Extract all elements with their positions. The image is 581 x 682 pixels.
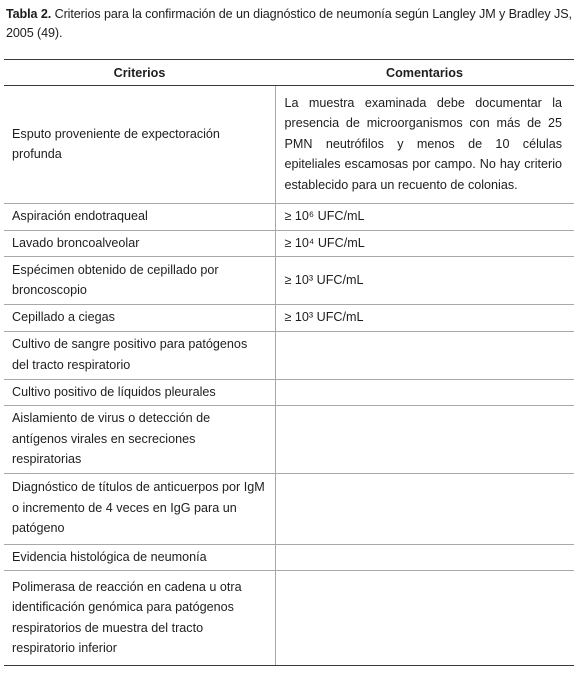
table-row: [4, 571, 574, 666]
criterio-cell: Cultivo de sangre positivo para patógenos del tracto respiratorio: [4, 331, 275, 379]
header-comentarios: Comentarios: [275, 60, 574, 86]
criterio-cell: Evidencia histológica de neumonía: [4, 544, 275, 571]
table-row: [4, 473, 574, 544]
criterio-cell: Cepillado a ciegas: [4, 305, 275, 332]
criterio-cell: Cultivo positivo de líquidos pleurales: [4, 379, 275, 406]
criterio-cell: Espécimen obtenido de cepillado por broncoscopio: [4, 257, 275, 305]
table-row: [4, 331, 574, 379]
criteria-table: [4, 59, 574, 666]
table-row: [4, 230, 574, 257]
comentario-cell: [275, 571, 574, 666]
criterio-cell: Lavado broncoalveolar: [4, 230, 275, 257]
comentario-cell: ≥ 10⁶ UFC/mL: [275, 204, 574, 231]
table-row: [4, 544, 574, 571]
table-row: [4, 257, 574, 305]
criterio-cell: Polimerasa de reacción en cadena u otra identificación genómica para patógenos respiratorios de muestra del tracto respiratorio inferior: [4, 571, 275, 666]
criterio-cell: Aislamiento de virus o detección de antígenos virales en secreciones respiratorias: [4, 406, 275, 474]
caption-text: Criterios para la confirmación de un diagnóstico de neumonía según Langley JM y Bradley JS, 2005 (49).: [6, 7, 572, 40]
comentario-cell: ≥ 10⁴ UFC/mL: [275, 230, 574, 257]
table-label: Tabla 2.: [6, 7, 52, 21]
table-row: [4, 86, 574, 204]
table-row: [4, 204, 574, 231]
table-row: [4, 379, 574, 406]
criterio-cell: Diagnóstico de títulos de anticuerpos por IgM o incremento de 4 veces en IgG para un patógeno: [4, 473, 275, 544]
comentario-cell: [275, 406, 574, 474]
header-criterios: Criterios: [4, 60, 275, 86]
comentario-cell: [275, 473, 574, 544]
table-row: [4, 305, 574, 332]
table-row: [4, 406, 574, 474]
criterio-cell: Esputo proveniente de expectoración profunda: [4, 86, 275, 204]
comentario-cell: La muestra examinada debe documentar la presencia de microorganismos con más de 25 PMN neutrófilos y menos de 10 células epiteliales escamosas por campo. No hay criterio establecido para un recuento de colonias.: [275, 86, 574, 204]
comentario-cell: ≥ 10³ UFC/mL: [275, 257, 574, 305]
header-row: [4, 60, 574, 86]
criterio-cell: Aspiración endotraqueal: [4, 204, 275, 231]
comentario-cell: ≥ 10³ UFC/mL: [275, 305, 574, 332]
comentario-cell: [275, 544, 574, 571]
comentario-cell: [275, 331, 574, 379]
table-caption: [6, 5, 574, 43]
comentario-cell: [275, 379, 574, 406]
